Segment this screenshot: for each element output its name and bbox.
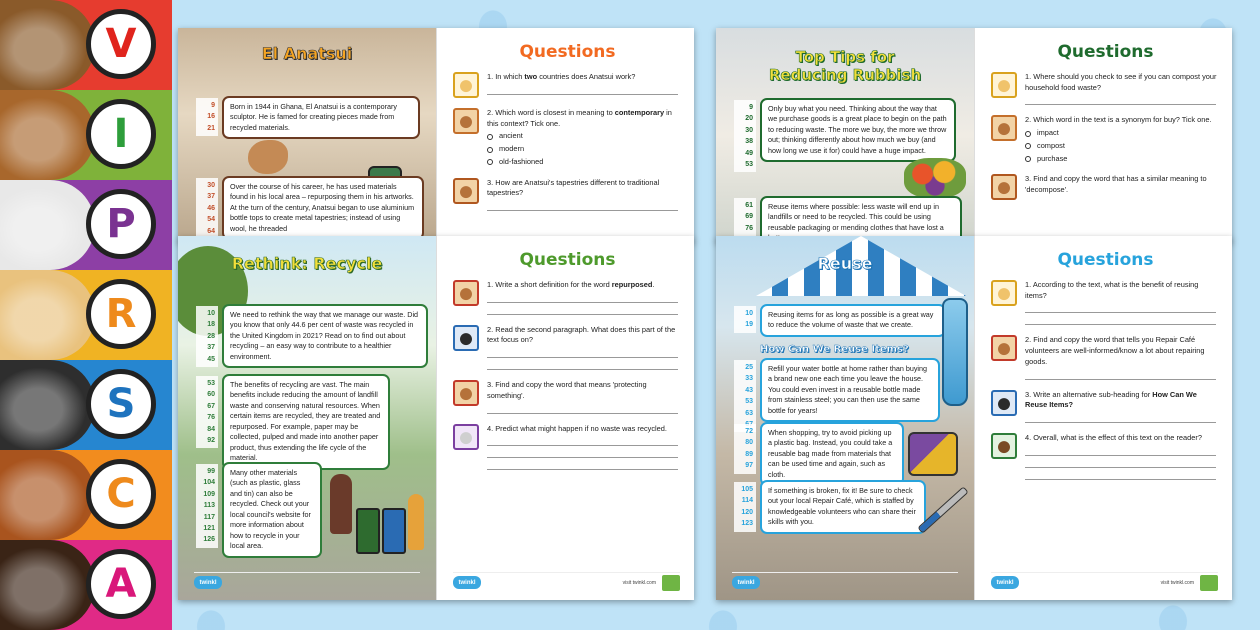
question-text: According to the text, what is the benefit of reusing items? xyxy=(1025,280,1199,300)
line-number: 84 xyxy=(207,425,215,433)
article-title: Rethink: Recycle xyxy=(231,254,383,273)
footer-url[interactable]: visit twinkl.com xyxy=(622,579,656,586)
line-number: 30 xyxy=(207,182,215,189)
line-number: 43 xyxy=(745,386,753,394)
line-number: 89 xyxy=(745,450,753,458)
dog-badge-icon xyxy=(453,178,479,204)
question xyxy=(991,72,1220,105)
line-number: 109 xyxy=(203,490,215,498)
footer-url[interactable]: visit twinkl.com xyxy=(1160,579,1194,586)
question xyxy=(453,178,682,211)
article-paragraph: Reuse items where possible: less waste will end up in landfills or need to be recycled. This could be using reusable packaging or mending clothes that have lost a xyxy=(760,196,962,243)
letter-p-label: P xyxy=(106,201,136,247)
questions-heading: Questions xyxy=(1057,42,1154,62)
question-body xyxy=(487,325,682,370)
radio-circle-icon[interactable] xyxy=(1025,143,1031,149)
line-number: 117 xyxy=(203,513,215,521)
question-number: 2. xyxy=(487,108,494,117)
question-text: Find and copy the word that has a similar meaning to 'decompose'. xyxy=(1025,174,1207,195)
line-number: 113 xyxy=(203,502,215,510)
sheet-el-anatsui xyxy=(178,28,694,243)
line-number: 45 xyxy=(207,355,215,363)
question-body xyxy=(487,108,682,168)
option-label: modern xyxy=(499,144,525,154)
line-number: 61 xyxy=(745,202,753,209)
question-number: 1. xyxy=(1025,280,1032,289)
question-body xyxy=(487,178,682,211)
line-numbers xyxy=(734,360,756,432)
question-text: How are Anatsui's tapestries different to traditional tapestries? xyxy=(487,177,660,198)
questions-page xyxy=(436,28,694,243)
article-paragraph: We need to rethink the way that we manage our waste. Did you know that only 44.6 per cent of waste was recycled in the United Kingdom in 2021? Read on to find out about recycling – an easy way to contribute to a healthier environment. xyxy=(222,304,428,368)
line-number: 72 xyxy=(745,428,753,435)
question-text: In which xyxy=(495,72,525,81)
question-body xyxy=(487,72,682,98)
sheet-reuse xyxy=(716,236,1232,600)
article-paragraph: Reusing items for as long as possible is a great way to reduce the volume of waste that we create. xyxy=(760,304,946,337)
dog-badge-icon xyxy=(453,72,479,98)
paw-print-decoration xyxy=(188,600,234,630)
letter-i xyxy=(86,99,156,169)
child-illustration xyxy=(408,494,424,550)
line-number: 28 xyxy=(207,332,215,340)
article-title: Top Tips for Reducing Rubbish xyxy=(768,48,922,84)
recycling-bins-illustration xyxy=(328,474,428,556)
line-numbers xyxy=(196,376,218,448)
answer-line[interactable] xyxy=(487,358,678,370)
questions-heading: Questions xyxy=(519,250,616,270)
line-number: 99 xyxy=(207,468,215,475)
line-numbers xyxy=(196,178,218,239)
letter-p xyxy=(86,189,156,259)
answer-line[interactable] xyxy=(1025,301,1216,313)
question-body xyxy=(1025,115,1220,164)
footer-right xyxy=(623,575,680,591)
reusable-bags-illustration xyxy=(908,432,958,476)
article-page xyxy=(178,236,436,600)
line-number: 49 xyxy=(745,149,753,157)
quality-badge-icon xyxy=(662,575,680,591)
letter-r-label: R xyxy=(105,291,137,337)
line-number: 126 xyxy=(203,536,215,544)
tick-option[interactable] xyxy=(487,131,682,142)
tick-option[interactable] xyxy=(1025,141,1220,152)
question-text: Predict what might happen if no waste was recycled. xyxy=(495,423,667,433)
dog-badge-icon xyxy=(991,280,1017,306)
question-bold: repurposed xyxy=(611,280,653,289)
twinkl-logo: twinkl xyxy=(453,576,481,589)
question-text: Find and copy the word that tells you Repair Café volunteers are well-informed/know a lot about repairing goods. xyxy=(1025,335,1205,366)
question-number: 3. xyxy=(487,177,494,187)
line-number: 18 xyxy=(207,321,215,329)
question-text: Overall, what is the effect of this text on the reader? xyxy=(1033,433,1202,443)
letter-a xyxy=(86,549,156,619)
answer-line[interactable] xyxy=(1025,411,1216,423)
quality-badge-icon xyxy=(1200,575,1218,591)
dog-badge-icon xyxy=(991,390,1017,416)
line-number: 37 xyxy=(207,193,215,201)
letter-v xyxy=(86,9,156,79)
line-number: 30 xyxy=(745,126,753,134)
line-number: 80 xyxy=(745,439,753,447)
line-number: 37 xyxy=(207,344,215,352)
line-numbers xyxy=(734,306,756,333)
line-number: 25 xyxy=(745,364,753,371)
line-numbers xyxy=(734,424,756,474)
question xyxy=(453,108,682,168)
question-body xyxy=(487,424,682,471)
line-numbers xyxy=(196,98,218,136)
tick-option[interactable] xyxy=(487,144,682,155)
page-footer xyxy=(732,572,958,590)
question-text: Read the second paragraph. What does this part of the text focus on? xyxy=(487,324,676,345)
letter-r xyxy=(86,279,156,349)
question-number: 4. xyxy=(487,423,494,433)
answer-line[interactable] xyxy=(1025,468,1216,480)
line-number: 19 xyxy=(745,321,753,329)
question xyxy=(991,390,1220,423)
sheet-rethink-recycle xyxy=(178,236,694,600)
tick-option[interactable] xyxy=(487,157,682,168)
tick-option[interactable] xyxy=(1025,154,1220,165)
question-text: Write a short definition for the word xyxy=(495,280,612,289)
sheet-reducing-rubbish xyxy=(716,28,1232,243)
dog-badge-icon xyxy=(453,424,479,450)
dog-illustration xyxy=(0,180,95,270)
line-number: 33 xyxy=(745,375,753,383)
question xyxy=(991,335,1220,379)
questions-page xyxy=(436,236,694,600)
line-number: 67 xyxy=(207,402,215,410)
green-bin-icon xyxy=(356,508,380,554)
answer-line[interactable] xyxy=(1025,368,1216,380)
questions-page xyxy=(974,236,1232,600)
article-paragraph: If something is broken, fix it! Be sure to check out your local Repair Café, which is staffed by knowledgeable volunteers who can share their skills with you. xyxy=(760,480,926,534)
line-number: 21 xyxy=(207,124,215,132)
page-footer xyxy=(194,572,420,590)
line-numbers xyxy=(196,464,218,548)
question xyxy=(453,424,682,471)
line-numbers xyxy=(196,306,218,367)
radio-circle-icon[interactable] xyxy=(487,159,493,165)
question-bold: contemporary xyxy=(614,108,665,117)
question xyxy=(453,280,682,315)
line-number: 120 xyxy=(741,508,753,516)
line-number: 97 xyxy=(745,462,753,470)
dog-badge-icon xyxy=(453,280,479,306)
line-number: 76 xyxy=(745,224,753,232)
article-paragraph: Refill your water bottle at home rather than buying a brand new one each time you leave the house. You could even invest in a reusable bottle made from stainless steel; you can then use the same bottle for years! xyxy=(760,358,940,422)
page-footer xyxy=(453,572,680,590)
twinkl-logo: twinkl xyxy=(732,576,760,589)
questions-heading: Questions xyxy=(519,42,616,62)
answer-line[interactable] xyxy=(487,346,678,358)
dog-badge-icon xyxy=(991,115,1017,141)
line-number: 63 xyxy=(745,409,753,417)
question-number: 3. xyxy=(1025,174,1032,184)
dog-badge-icon xyxy=(991,433,1017,459)
question-body xyxy=(1025,280,1220,325)
line-number: 104 xyxy=(203,479,215,487)
option-label: old-fashioned xyxy=(499,156,544,166)
question-bold: How Can We Reuse Items? xyxy=(1025,389,1197,410)
question-bold: two xyxy=(524,72,538,81)
question-number: 2. xyxy=(1025,335,1032,345)
line-number: 53 xyxy=(207,380,215,387)
line-number: 69 xyxy=(745,213,753,221)
question-text: Which word in the text is a synonym for buy? Tick one. xyxy=(1033,115,1212,125)
answer-line[interactable] xyxy=(487,291,678,303)
answer-line[interactable] xyxy=(1025,456,1216,468)
paw-print-decoration xyxy=(1150,595,1196,630)
line-number: 105 xyxy=(741,486,753,493)
question xyxy=(453,325,682,370)
article-paragraph: Over the course of his career, he has used materials found in his local area – repurposing them in his artworks. At the turn of the century, Anatsui began to use aluminium bottle tops to create metal tapestries; instead of using wool, he threaded xyxy=(222,176,424,240)
question-text: Find and copy the word that means 'protecting something'. xyxy=(487,380,647,400)
article-page xyxy=(716,236,974,600)
question-number: 3. xyxy=(1025,389,1032,399)
line-number: 60 xyxy=(207,391,215,399)
article-paragraph: Born in 1944 in Ghana, El Anatsui is a contemporary sculptor. He is famed for creating pieces made from recycled materials. xyxy=(222,96,420,139)
person-illustration xyxy=(330,474,352,534)
line-number: 53 xyxy=(745,161,753,169)
question xyxy=(453,380,682,413)
line-number: 10 xyxy=(745,310,753,317)
line-number: 38 xyxy=(745,138,753,146)
answer-line[interactable] xyxy=(1025,444,1216,456)
question-text: Where should you check to see if you can compost your household food waste? xyxy=(1025,72,1217,92)
article-paragraph: Many other materials (such as plastic, glass and tin) can also be recycled. Check out your local council's website for more information about how to recycle in your local area. xyxy=(222,462,322,558)
radio-circle-icon[interactable] xyxy=(487,147,493,153)
line-number: 9 xyxy=(749,104,753,111)
line-number: 114 xyxy=(741,497,753,505)
letter-a-label: A xyxy=(105,561,137,607)
line-number: 20 xyxy=(745,115,753,123)
question-number: 4. xyxy=(1025,433,1032,443)
article-title: El Anatsui xyxy=(261,44,353,63)
line-number: 92 xyxy=(207,437,215,445)
answer-line[interactable] xyxy=(487,199,678,211)
questions-heading: Questions xyxy=(1057,250,1154,270)
dog-badge-icon xyxy=(991,72,1017,98)
question-body xyxy=(487,380,682,413)
viprsca-strip xyxy=(0,0,172,630)
question-body xyxy=(1025,335,1220,379)
line-number: 121 xyxy=(203,525,215,533)
radio-circle-icon[interactable] xyxy=(487,134,493,140)
answer-line[interactable] xyxy=(1025,93,1216,105)
article-paragraph: Only buy what you need. Thinking about the way that we purchase goods is a great place to begin on the path to reducing waste. The more we buy, the more we throw out; thinking differently about how much we buy (and how long we use it for) could have a huge impact. xyxy=(760,98,956,162)
twinkl-logo: twinkl xyxy=(194,576,222,589)
line-number: 123 xyxy=(741,520,753,528)
question-body xyxy=(1025,433,1220,480)
question-body xyxy=(487,280,682,315)
question xyxy=(991,174,1220,200)
hand-illustration xyxy=(248,140,288,174)
article-page xyxy=(716,28,974,243)
article-page xyxy=(178,28,436,243)
answer-line[interactable] xyxy=(487,83,678,95)
question-text: in this context? Tick one. xyxy=(487,108,672,128)
dog-illustration xyxy=(0,450,95,540)
tick-option[interactable] xyxy=(1025,128,1220,139)
question-body xyxy=(1025,174,1220,200)
line-number: 16 xyxy=(207,113,215,121)
sub-heading: How Can We Reuse Items? xyxy=(760,344,909,355)
radio-circle-icon[interactable] xyxy=(1025,131,1031,137)
line-number: 10 xyxy=(207,310,215,317)
answer-line[interactable] xyxy=(487,446,678,458)
question-text: Write an alternative sub-heading for xyxy=(1033,389,1153,399)
dog-badge-icon xyxy=(453,325,479,351)
answer-line[interactable] xyxy=(487,434,678,446)
dog-illustration xyxy=(0,540,95,630)
letter-c xyxy=(86,459,156,529)
letter-v-label: V xyxy=(105,21,137,67)
reuse-subsection xyxy=(760,344,948,358)
dog-illustration xyxy=(0,90,95,180)
question-number: 2. xyxy=(487,324,494,334)
letter-c-label: C xyxy=(106,471,136,517)
line-number: 46 xyxy=(207,204,215,212)
answer-line[interactable] xyxy=(487,458,678,470)
line-number: 64 xyxy=(207,227,215,235)
line-number: 9 xyxy=(211,102,215,109)
radio-circle-icon[interactable] xyxy=(1025,156,1031,162)
question-number: 1. xyxy=(1025,72,1032,81)
question-text: . xyxy=(652,280,655,289)
option-label: compost xyxy=(1037,140,1065,150)
dog-badge-icon xyxy=(453,108,479,134)
paw-print-decoration xyxy=(700,600,746,630)
line-number: 76 xyxy=(207,414,215,422)
dog-illustration xyxy=(0,360,95,450)
answer-line[interactable] xyxy=(1025,313,1216,325)
answer-line[interactable] xyxy=(487,303,678,315)
line-number: 54 xyxy=(207,216,215,224)
dog-illustration xyxy=(0,0,95,90)
questions-page xyxy=(974,28,1232,243)
article-paragraph: The benefits of recycling are vast. The main benefits include reducing the amount of landfill waste and conserving natural resources. When certain items are recycled, they are treated and repurposed. For example, paper may be collected, pulped and made into another paper product, thus extending the life cycle of the material. xyxy=(222,374,390,470)
line-number: 53 xyxy=(745,398,753,406)
option-label: ancient xyxy=(499,131,523,141)
option-label: impact xyxy=(1037,128,1059,138)
page-footer xyxy=(991,572,1218,590)
answer-line[interactable] xyxy=(487,402,678,414)
question xyxy=(991,433,1220,480)
question-text: Which word is closest in meaning to xyxy=(495,108,615,117)
twinkl-logo: twinkl xyxy=(991,576,1019,589)
dog-illustration xyxy=(0,270,95,360)
question xyxy=(991,115,1220,164)
question xyxy=(991,280,1220,325)
line-numbers xyxy=(734,482,756,532)
question-number: 1. xyxy=(487,72,494,81)
letter-s xyxy=(86,369,156,439)
letter-s-label: S xyxy=(106,381,136,427)
question-number: 2. xyxy=(1025,115,1032,125)
question xyxy=(453,72,682,98)
blue-bin-icon xyxy=(382,508,406,554)
question-body xyxy=(1025,72,1220,105)
question-number: 1. xyxy=(487,280,494,289)
dog-badge-icon xyxy=(991,174,1017,200)
question-number: 3. xyxy=(487,380,494,390)
dog-badge-icon xyxy=(453,380,479,406)
line-numbers xyxy=(734,100,756,172)
dog-badge-icon xyxy=(991,335,1017,361)
fruit-bowl-illustration xyxy=(904,158,966,198)
article-paragraph: When shopping, try to avoid picking up a plastic bag. Instead, you could take a reusable bag made from materials that can be used time and again, such as cloth. xyxy=(760,422,904,486)
question-body xyxy=(1025,390,1220,423)
letter-i-label: I xyxy=(113,111,129,157)
option-label: purchase xyxy=(1037,153,1068,163)
article-title: Reuse xyxy=(817,254,873,273)
question-text: countries does Anatsui work? xyxy=(537,72,636,81)
footer-right xyxy=(1161,575,1218,591)
